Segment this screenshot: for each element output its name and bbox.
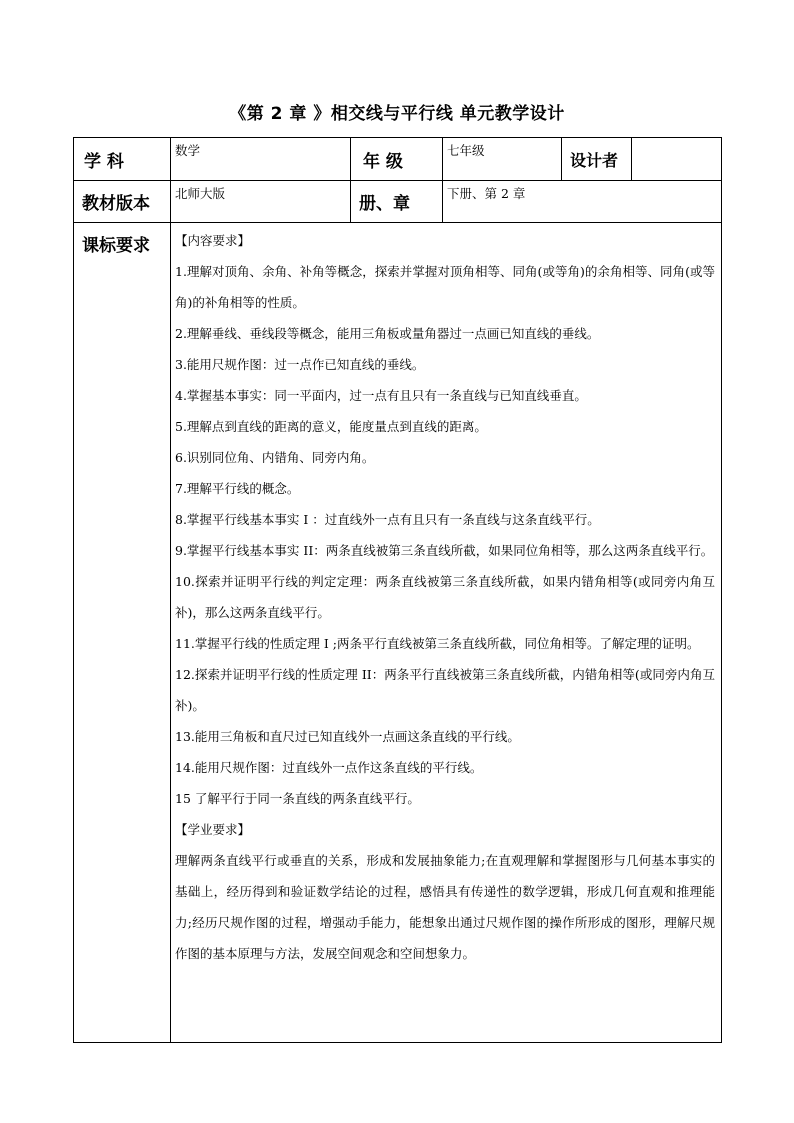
- requirement-item-6: 6.识别同位角、内错角、同旁内角。: [175, 450, 375, 465]
- requirement-item-5: 5.理解点到直线的距离的意义，能度量点到直线的距离。: [175, 419, 487, 434]
- textbook-value: 北师大版: [171, 181, 351, 223]
- requirement-item-15: 15 了解平行于同一条直线的两条直线平行。: [175, 791, 420, 806]
- volume-value: 下册、第 2 章: [443, 181, 722, 223]
- subject-row: [74, 138, 722, 181]
- document-title: 《第 2 章 》相交线与平行线 单元教学设计: [229, 104, 565, 124]
- requirement-item-1: 1.理解对顶角、余角、补角等概念，探索并掌握对顶角相等、同角(或等角)的余角相等、同角(或等角)的补角相等的性质。: [175, 264, 715, 310]
- academic-requirements-heading: 【学业要求】: [175, 822, 251, 837]
- grade-value: 七年级: [443, 138, 562, 181]
- requirement-item-12: 12.探索并证明平行线的性质定理 II：两条平行直线被第三条直线所截，内错角相等(或同旁内角互补)。: [175, 667, 715, 713]
- requirement-item-13: 13.能用三角板和直尺过已知直线外一点画这条直线的平行线。: [175, 729, 520, 744]
- requirement-item-7: 7.理解平行线的概念。: [175, 481, 300, 496]
- requirement-item-10: 10.探索并证明平行线的判定定理：两条直线被第三条直线所截，如果内错角相等(或同旁内角互补)，那么这两条直线平行。: [175, 574, 715, 620]
- requirement-item-14: 14.能用尺规作图：过直线外一点作这条直线的平行线。: [175, 760, 483, 775]
- requirement-item-4: 4.掌握基本事实：同一平面内，过一点有且只有一条直线与已知直线垂直。: [175, 388, 587, 403]
- subject-label: 学 科: [74, 138, 171, 181]
- requirement-item-11: 11.掌握平行线的性质定理 I ;两条平行直线被第三条直线所截，同位角相等。了解定理的证明。: [175, 636, 700, 651]
- standards-row: [74, 223, 722, 1043]
- standards-content: [171, 223, 722, 1043]
- standards-label: 课标要求: [74, 223, 171, 1043]
- requirement-item-9: 9.掌握平行线基本事实 II：两条直线被第三条直线所截，如果同位角相等，那么这两条直线平行。: [175, 543, 714, 558]
- requirement-item-3: 3.能用尺规作图：过一点作已知直线的垂线。: [175, 357, 425, 372]
- grade-label: 年 级: [351, 138, 443, 181]
- subject-value: 数学: [171, 138, 351, 181]
- content-requirements-heading: 【内容要求】: [175, 233, 251, 248]
- academic-requirements-text: 理解两条直线平行或垂直的关系，形成和发展抽象能力;在直观理解和掌握图形与几何基本事实的基础上，经历得到和验证数学结论的过程，感悟具有传递性的数学逻辑，形成几何直观和推理能力;经历尺规作图的过程，增强动手能力，能想象出通过尺规作图的操作所形成的图形，理解尺规作图的基本原理与方法，发展空间观念和空间想象力。: [175, 853, 715, 961]
- volume-label: 册、章: [351, 181, 443, 223]
- designer-label: 设计者: [562, 138, 632, 181]
- textbook-label: 教材版本: [74, 181, 171, 223]
- requirement-item-2: 2.理解垂线、垂线段等概念，能用三角板或量角器过一点画已知直线的垂线。: [175, 326, 600, 341]
- designer-value: [632, 138, 722, 181]
- textbook-row: [74, 181, 722, 223]
- requirement-item-8: 8.掌握平行线基本事实 I ：过直线外一点有且只有一条直线与这条直线平行。: [175, 512, 600, 527]
- lesson-design-table: [73, 137, 722, 1043]
